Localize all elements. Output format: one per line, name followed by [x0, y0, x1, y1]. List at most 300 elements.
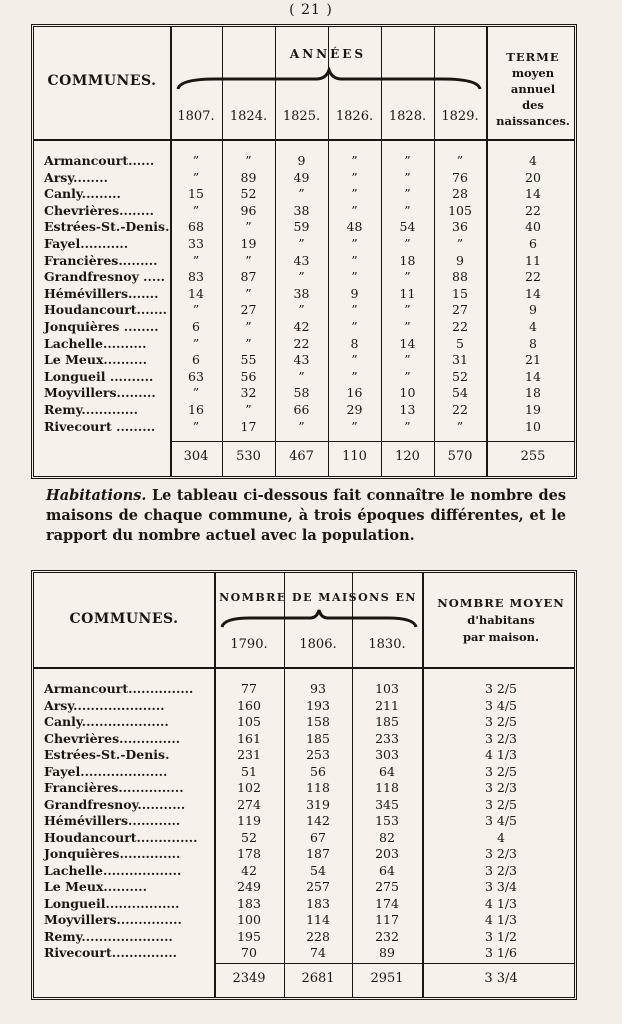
houses-value: 64	[379, 763, 395, 779]
table-row	[34, 945, 574, 961]
houses-value: 64	[379, 862, 395, 878]
houses-value: 195	[237, 928, 261, 944]
mean-inhabitants-value: 3 2/3	[484, 730, 518, 746]
table-row	[34, 681, 574, 697]
table-row	[34, 203, 574, 219]
births-value: ”	[298, 302, 305, 318]
births-value: 22	[452, 319, 468, 334]
commune-name: Longueil ..........	[44, 368, 154, 384]
total-value: 3 3/4	[484, 971, 518, 986]
year-header: 1824.	[229, 109, 268, 124]
births-value: 83	[188, 269, 204, 285]
total-value: 110	[342, 449, 367, 464]
mean-inhabitants-value: 3 2/3	[484, 780, 518, 795]
mean-inhabitants-value: 3 2/5	[484, 681, 518, 696]
births-value: ”	[456, 236, 464, 251]
births-value: 9	[456, 252, 464, 268]
births-value: ”	[245, 319, 252, 334]
births-value: 22	[452, 402, 468, 417]
mean-header-line: par maison.	[462, 630, 540, 644]
births-value: 14	[399, 335, 416, 351]
table-row	[34, 780, 574, 796]
houses-value: 303	[375, 747, 399, 762]
total-value: 530	[236, 449, 261, 464]
births-value: 88	[452, 269, 468, 285]
births-value: 96	[240, 202, 257, 218]
births-value: 63	[188, 368, 204, 384]
births-value: ”	[192, 335, 200, 351]
births-value: ”	[351, 153, 358, 168]
table-row	[34, 929, 574, 945]
births-value: 15	[188, 186, 204, 202]
mean-inhabitants-value: 3 2/5	[484, 714, 518, 729]
mean-inhabitants-value: 3 4/5	[484, 697, 518, 713]
years-header: ANNÉES	[289, 47, 367, 61]
mean-births-value: 9	[529, 302, 537, 318]
houses-value: 54	[310, 862, 326, 878]
births-value: 31	[452, 352, 468, 368]
births-value: 22	[293, 335, 310, 351]
houses-value: 105	[237, 714, 261, 729]
houses-value: 119	[237, 813, 261, 828]
table-row	[34, 797, 574, 813]
commune-name: Arsy........	[44, 169, 108, 185]
houses-value: 42	[241, 862, 257, 878]
mean-births-value: 19	[525, 402, 541, 417]
mean-inhabitants-value: 4 1/3	[484, 912, 518, 927]
mean-births-value: 22	[525, 269, 541, 285]
houses-value: 142	[306, 813, 330, 828]
births-value: ”	[404, 368, 411, 384]
births-value: 8	[350, 335, 359, 351]
mean-births-value: 4	[529, 319, 537, 334]
births-value: ”	[351, 236, 358, 251]
communes-header: COMMUNES.	[69, 611, 179, 627]
mean-header-line: naissances.	[496, 114, 570, 128]
births-value: 28	[452, 186, 468, 202]
commune-name: Armancourt...............	[44, 681, 194, 696]
births-value: ”	[192, 169, 200, 185]
births-value: 16	[346, 385, 363, 401]
houses-value: 160	[237, 697, 261, 713]
mean-births-value: 14	[525, 285, 541, 301]
mean-births-value: 8	[529, 335, 537, 351]
births-value: 19	[240, 236, 257, 251]
births-value: 18	[399, 252, 416, 268]
births-value: ”	[298, 418, 305, 434]
houses-value: 114	[306, 912, 330, 927]
houses-table	[31, 570, 577, 1000]
commune-name: Lachelle..................	[44, 862, 182, 878]
births-value: ”	[404, 302, 411, 318]
mean-header-line: d'habitans	[467, 613, 535, 627]
births-value: 48	[346, 219, 363, 235]
mean-header-line: NOMBRE MOYEN	[437, 596, 565, 610]
births-value: 43	[293, 352, 310, 368]
years-brace	[176, 67, 482, 91]
births-value: ”	[351, 169, 358, 185]
commune-name: Chevrières........	[44, 202, 154, 218]
houses-value: 103	[375, 681, 399, 696]
births-value: ”	[351, 319, 358, 334]
table-row	[34, 714, 574, 730]
mean-inhabitants-value: 3 2/3	[484, 862, 518, 878]
houses-value: 117	[375, 912, 399, 927]
mean-inhabitants-value: 3 3/4	[484, 879, 518, 894]
commune-name: Longueil.................	[44, 895, 180, 911]
year-header: 1826.	[335, 109, 374, 124]
houses-brace	[220, 607, 418, 629]
births-value: 76	[452, 169, 468, 185]
commune-name: Remy.............	[44, 402, 138, 417]
births-value: 42	[293, 319, 310, 334]
births-value: ”	[351, 352, 358, 368]
births-value: 9	[350, 285, 359, 301]
mean-inhabitants-value: 4 1/3	[484, 895, 518, 911]
houses-value: 52	[241, 829, 257, 845]
births-value: ”	[298, 368, 305, 384]
commune-name: Houdancourt.......	[44, 302, 168, 318]
births-value: ”	[404, 418, 411, 434]
table-row	[34, 731, 574, 747]
houses-value: 232	[375, 928, 399, 944]
births-value: ”	[192, 302, 200, 318]
table-row	[34, 269, 574, 285]
table-row	[34, 302, 574, 318]
births-value: ”	[298, 186, 305, 202]
mean-inhabitants-value: 4	[497, 829, 505, 845]
table-row	[34, 402, 574, 418]
commune-name: Le Meux..........	[44, 352, 147, 368]
births-value: 27	[452, 302, 468, 318]
total-rule	[214, 963, 574, 964]
houses-value: 74	[310, 945, 326, 960]
table-row	[34, 879, 574, 895]
mean-births-value: 40	[525, 219, 541, 235]
births-value: 9	[297, 153, 306, 168]
table-row	[34, 319, 574, 335]
births-value: ”	[404, 236, 411, 251]
births-value: ”	[245, 252, 252, 268]
mean-inhabitants-value: 3 2/5	[484, 763, 518, 779]
mean-header-line: des	[522, 98, 544, 112]
table-row	[34, 747, 574, 763]
houses-value: 183	[237, 895, 261, 911]
commune-name: Canly....................	[44, 714, 169, 729]
mean-births-value: 11	[525, 252, 541, 268]
births-value: 29	[346, 402, 363, 417]
births-value: 17	[240, 418, 257, 434]
table-row	[34, 846, 574, 862]
total-value: 467	[289, 449, 314, 464]
births-value: 68	[188, 219, 204, 235]
table-row	[34, 896, 574, 912]
houses-value: 185	[306, 730, 330, 746]
houses-value: 275	[375, 879, 399, 894]
mean-births-value: 14	[525, 368, 541, 384]
commune-name: Estrées-St.-Denis.	[44, 219, 170, 235]
year-header: 1828.	[388, 109, 427, 124]
commune-name: Chevrières..............	[44, 730, 181, 746]
births-value: ”	[192, 202, 200, 218]
mean-header-line: moyen	[511, 66, 555, 80]
commune-name: Fayel....................	[44, 763, 168, 779]
table-row	[34, 153, 574, 169]
births-value: ”	[351, 186, 358, 202]
houses-value: 77	[241, 681, 257, 696]
mean-inhabitants-value: 3 2/5	[484, 796, 518, 812]
births-value: 38	[293, 202, 310, 218]
houses-value: 249	[237, 879, 261, 894]
births-value: ”	[351, 368, 358, 384]
births-value: ”	[245, 153, 252, 168]
houses-value: 51	[241, 763, 257, 779]
commune-name: Moyvillers...............	[44, 912, 182, 927]
births-value: 11	[399, 285, 416, 301]
births-value: ”	[404, 202, 411, 218]
births-value: ”	[456, 418, 464, 434]
births-value: 16	[188, 402, 204, 417]
births-value: 43	[293, 252, 310, 268]
mean-inhabitants-value: 3 1/2	[484, 928, 518, 944]
year-header: 1830.	[368, 637, 406, 652]
births-value: 52	[452, 368, 468, 384]
houses-value: 253	[306, 747, 330, 762]
births-value: 36	[452, 219, 468, 235]
births-value: 54	[399, 219, 416, 235]
houses-value: 228	[306, 928, 330, 944]
births-value: ”	[351, 302, 358, 318]
table-row	[34, 813, 574, 829]
paragraph-text: Le tableau ci-dessous fait connaître le nombre des maisons de chaque commune, à trois époques différentes, et le rapport du nombre actuel avec la population.	[46, 487, 566, 544]
houses-value: 319	[306, 796, 330, 812]
commune-name: Armancourt......	[44, 153, 155, 168]
year-header: 1807.	[177, 109, 215, 124]
houses-value: 153	[375, 813, 399, 828]
table-row	[34, 336, 574, 352]
births-value: 66	[293, 402, 310, 417]
houses-value: 161	[237, 730, 261, 746]
year-header: 1806.	[299, 637, 337, 652]
births-value: ”	[351, 269, 358, 285]
births-value: ”	[245, 335, 252, 351]
table-row	[34, 286, 574, 302]
births-value: ”	[404, 269, 411, 285]
table-row	[34, 253, 574, 269]
commune-name: Estrées-St.-Denis.	[44, 747, 170, 762]
habitations-paragraph	[46, 486, 566, 546]
commune-name: Arsy.....................	[44, 697, 165, 713]
houses-value: 158	[306, 714, 330, 729]
houses-value: 118	[306, 780, 330, 795]
births-value: 54	[452, 385, 468, 401]
total-value: 304	[183, 449, 209, 464]
houses-value: 178	[237, 846, 261, 861]
total-value: 570	[447, 449, 473, 464]
births-value: ”	[351, 252, 358, 268]
year-header: 1790.	[230, 637, 268, 652]
total-value: 2349	[232, 971, 266, 986]
births-value: 14	[188, 285, 204, 301]
table-row	[34, 186, 574, 202]
table-row	[34, 385, 574, 401]
houses-value: 93	[310, 681, 326, 696]
table-row	[34, 912, 574, 928]
table-row	[34, 170, 574, 186]
births-value: 87	[240, 269, 257, 285]
total-rule	[170, 441, 574, 442]
mean-inhabitants-header	[422, 595, 580, 646]
births-table	[31, 24, 577, 479]
houses-value: 100	[237, 912, 261, 927]
births-value: 5	[456, 335, 464, 351]
table-row	[34, 863, 574, 879]
births-value: 10	[399, 385, 416, 401]
commune-name: Canly.........	[44, 186, 121, 202]
births-value: ”	[404, 319, 411, 334]
houses-value: 193	[306, 697, 330, 713]
mean-births-value: 10	[525, 418, 541, 434]
mean-births-value: 20	[525, 169, 541, 185]
page-number: ( 21 )	[289, 2, 333, 18]
houses-value: 118	[375, 780, 399, 795]
births-value: ”	[192, 252, 200, 268]
mean-inhabitants-value: 3 4/5	[484, 813, 518, 828]
houses-header: NOMBRE DE MAISONS EN	[219, 591, 417, 604]
births-value: ”	[245, 285, 252, 301]
commune-name: Hémévillers............	[44, 813, 181, 828]
houses-value: 345	[375, 796, 399, 812]
commune-name: Grandfresnoy...........	[44, 796, 186, 812]
births-value: 56	[240, 368, 257, 384]
commune-name: Rivecourt...............	[44, 945, 178, 960]
table-row	[34, 698, 574, 714]
mean-births-value: 18	[525, 385, 541, 401]
births-value: 59	[293, 219, 310, 235]
births-value: 13	[399, 402, 416, 417]
total-value: 2951	[370, 971, 404, 986]
year-header: 1825.	[282, 109, 321, 124]
commune-name: Rivecourt .........	[44, 418, 156, 434]
births-value: ”	[192, 418, 200, 434]
commune-name: Fayel...........	[44, 236, 129, 251]
mean-births-value: 6	[529, 236, 537, 251]
table-row	[34, 236, 574, 252]
births-value: 58	[293, 385, 310, 401]
houses-value: 203	[375, 846, 399, 861]
births-value: 105	[448, 202, 472, 218]
births-value: ”	[298, 269, 305, 285]
births-value: ”	[245, 402, 252, 417]
houses-value: 67	[310, 829, 326, 845]
births-value: 49	[293, 169, 310, 185]
total-value: 255	[520, 449, 546, 464]
births-value: ”	[456, 153, 464, 168]
houses-value: 56	[310, 763, 326, 779]
mean-inhabitants-value: 3 1/6	[484, 945, 518, 960]
mean-births-header	[486, 49, 580, 129]
houses-value: 187	[306, 846, 330, 861]
commune-name: Francières.........	[44, 252, 158, 268]
mean-header-line: annuel	[510, 82, 556, 96]
births-value: 6	[192, 352, 200, 368]
births-value: 52	[240, 186, 257, 202]
commune-name: Jonquières..............	[44, 846, 181, 861]
table-row	[34, 219, 574, 235]
commune-name: Houdancourt..............	[44, 829, 198, 845]
mean-inhabitants-value: 4 1/3	[484, 747, 518, 762]
commune-name: Le Meux..........	[44, 879, 147, 894]
commune-name: Moyvillers.........	[44, 385, 156, 401]
mean-births-value: 4	[529, 153, 537, 168]
houses-value: 89	[379, 945, 395, 960]
births-value: 27	[240, 302, 257, 318]
total-value: 2681	[301, 971, 335, 986]
table-row	[34, 369, 574, 385]
mean-header-line: TERME	[506, 50, 560, 64]
table-row	[34, 419, 574, 435]
total-value: 120	[395, 449, 420, 464]
table-row	[34, 764, 574, 780]
births-value: 33	[188, 236, 204, 251]
table-row	[34, 830, 574, 846]
mean-births-value: 14	[525, 186, 541, 202]
births-value: ”	[298, 236, 305, 251]
commune-name: Grandfresnoy .....	[44, 269, 165, 285]
births-value: 15	[452, 285, 468, 301]
houses-value: 257	[306, 879, 330, 894]
mean-births-value: 22	[525, 202, 541, 218]
houses-value: 174	[375, 895, 399, 911]
header-rule	[34, 139, 574, 141]
header-rule	[34, 667, 574, 669]
mean-inhabitants-value: 3 2/3	[484, 846, 518, 861]
births-value: ”	[351, 418, 358, 434]
births-value: ”	[192, 385, 200, 401]
births-value: ”	[404, 169, 411, 185]
commune-name: Lachelle..........	[44, 335, 147, 351]
houses-value: 231	[237, 747, 261, 762]
houses-value: 211	[375, 697, 399, 713]
commune-name: Hémévillers.......	[44, 285, 159, 301]
births-value: ”	[404, 352, 411, 368]
births-value: 6	[192, 319, 200, 334]
births-value: ”	[404, 186, 411, 202]
births-value: ”	[351, 202, 358, 218]
houses-value: 102	[237, 780, 261, 795]
births-value: 32	[240, 385, 257, 401]
births-value: ”	[192, 153, 200, 168]
houses-value: 70	[241, 945, 257, 960]
communes-header: COMMUNES.	[47, 73, 157, 89]
houses-value: 183	[306, 895, 330, 911]
births-value: 89	[240, 169, 257, 185]
commune-name: Jonquières ........	[44, 319, 159, 334]
houses-value: 233	[375, 730, 399, 746]
houses-value: 274	[237, 796, 261, 812]
houses-value: 185	[375, 714, 399, 729]
births-value: 55	[240, 352, 257, 368]
commune-name: Remy.....................	[44, 928, 173, 944]
births-value: 38	[293, 285, 310, 301]
births-value: ”	[245, 219, 252, 235]
mean-births-value: 21	[525, 352, 541, 368]
paragraph-lead: Habitations.	[46, 487, 147, 504]
houses-value: 82	[379, 829, 395, 845]
births-value: ”	[404, 153, 411, 168]
year-header: 1829.	[441, 109, 479, 124]
table-row	[34, 352, 574, 368]
